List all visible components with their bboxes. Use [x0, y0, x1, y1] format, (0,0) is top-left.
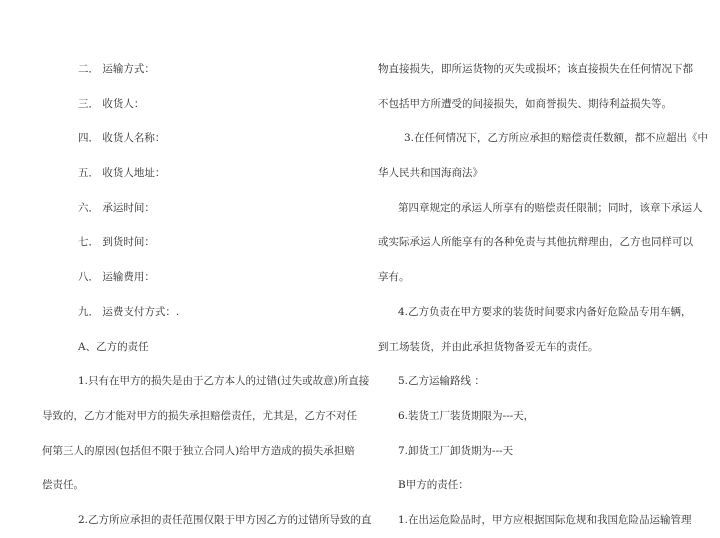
text-line: 二． 运输方式：	[78, 63, 155, 75]
text-line: 或实际承运人所能享有的各种免责与其他抗辩理由，乙方也同样可以	[378, 236, 693, 249]
text-line: 1.在出运危险品时，甲方应根据国际危规和我国危险品运输管理	[398, 513, 692, 526]
text-line: 七． 到货时间：	[78, 236, 155, 249]
text-line: 物直接损失，即所运货物的灭失或损坏；该直接损失在任何情况下都	[378, 63, 693, 75]
text-line: 第四章规定的承运人所享有的赔偿责任限制；同时，该章下承运人	[398, 201, 703, 214]
text-line: 6.装货工厂装货期限为---天，	[398, 409, 535, 422]
left-column	[42, 52, 372, 538]
text-line: 不包括甲方所遭受的间接损失，如商誉损失、期待利益损失等。	[378, 97, 672, 110]
text-line: 7.卸货工厂卸货期为---天	[398, 444, 514, 457]
text-line: 何第三人的原因(包括但不限于独立合同人)给甲方造成的损失承担赔	[42, 444, 355, 457]
text-line: 四． 收货人名称：	[78, 132, 166, 145]
text-line: 2.乙方所应承担的责任范围仅限于甲方因乙方的过错所导致的直	[78, 513, 372, 526]
text-line: 六． 承运时间：	[78, 201, 155, 214]
text-line: 享有。	[378, 271, 410, 284]
text-line: 五． 收货人地址：	[78, 167, 166, 180]
text-line: 偿责任。	[42, 479, 84, 492]
text-line: 1.只有在甲方的损失是由于乙方本人的过错(过失或故意)所直接	[78, 375, 370, 388]
text-line: 5.乙方运输路线 ：	[398, 375, 485, 388]
text-line: 3.在任何情况下，乙方所应承担的赔偿责任数额，都不应超出《中	[404, 132, 709, 145]
section-heading: B甲方的责任：	[398, 479, 469, 492]
text-line: 八． 运输费用：	[78, 271, 155, 284]
text-line: 导致的，乙方才能对甲方的损失承担赔偿责任，尤其是，乙方不对任	[42, 409, 357, 422]
text-line: 华人民共和国海商法》	[378, 167, 483, 180]
text-line: 九． 运费支付方式：.	[78, 305, 180, 318]
right-column	[378, 52, 709, 538]
text-line: 到工场装货，并由此承担货物备妥无车的责任。	[378, 340, 599, 353]
text-line: 三． 收货人：	[78, 97, 145, 110]
section-heading: A、乙方的责任	[78, 340, 149, 353]
text-line: 4.乙方负责在甲方要求的装货时间要求内备好危险品专用车辆，	[398, 305, 692, 318]
